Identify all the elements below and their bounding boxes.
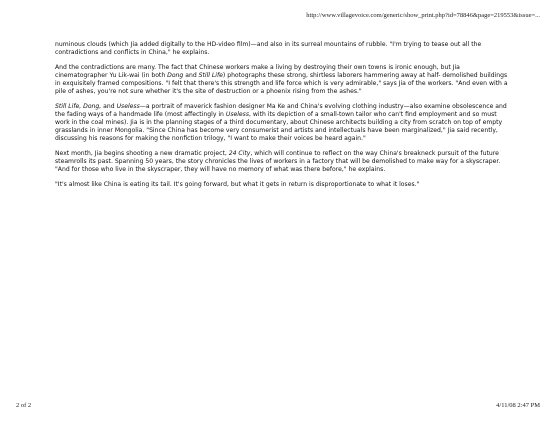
film-titles-still-life-dong: Still Life, Dong, bbox=[55, 103, 102, 110]
paragraph-1-text: numinous clouds (which Jia added digitally to the HD-video film)—and also in its surreal mountains of rubble. "I'm trying to tease out all the contradictions and conflicts in China," he explains. bbox=[55, 41, 482, 56]
paragraph-2-text-c: ) photographs these strong, shirtless laborers hammering away at half- demolished buildings in exquisitely framed compositions. "I felt that there's this strength and life force which is very admirable," says Jia of the workers. "And even with a pile of ashes, you're not sure whether it's the site of destruction or a phoenix rising from the ashes." bbox=[55, 72, 508, 95]
paragraph-4-text-b: , which will continue to reflect on the way China's breakneck pursuit of the future steamrolls its past. Spanning 50 years, the story chronicles the lives of workers in a factory that will be demolished to make way for a skyscraper. "And for those who live in the skyscraper, they will have no memory of what was there before," he explains. bbox=[55, 150, 501, 173]
article-paragraph-2 bbox=[55, 64, 510, 96]
print-header-url: http://www.villagevoice.com/generic/show_print.php?id=78846&page=219553&issue=... bbox=[306, 12, 540, 19]
paragraph-3-text-c: , with its depiction of a small-town tailor who can't find employment and so must work in the coal mines). Jia is in the planning stages of a third documentary, about Chinese architects building a city from scratch on top of empty grasslands in inner Mongolia. "Since China has become very consumerist and artists and intellectuals have been marginalized," Jia said recently, discussing his reasons for making the nonfiction trilogy, "I want to make their voices be heard again." bbox=[55, 111, 503, 142]
paragraph-2-text-a: And the contradictions are many. The fact that Chinese workers make a living by destroying their own towns is ironic enough, but Jia cinematographer Yu Lik-wai (in both bbox=[55, 64, 460, 79]
paragraph-3-text-a: and bbox=[101, 103, 117, 110]
film-title-dong: Dong bbox=[167, 72, 184, 79]
paragraph-2-text-b: and bbox=[183, 72, 199, 79]
article-body bbox=[55, 41, 510, 196]
print-timestamp: 4/11/08 2:47 PM bbox=[496, 402, 540, 409]
article-paragraph-1 bbox=[55, 41, 510, 57]
film-title-useless: Useless bbox=[116, 103, 140, 110]
paragraph-5-text: "It's almost like China is eating its tail. It's going forward, but what it gets in return is disproportionate to what it loses." bbox=[55, 181, 420, 188]
paragraph-4-text-a: Next month, Jia begins shooting a new dramatic project, bbox=[55, 150, 229, 157]
page-number-label: 2 of 2 bbox=[16, 402, 32, 409]
article-paragraph-5 bbox=[55, 181, 510, 189]
film-title-24-city: 24 City bbox=[228, 150, 251, 157]
article-paragraph-3 bbox=[55, 103, 510, 143]
film-title-useless-2: Useless bbox=[225, 111, 250, 118]
article-paragraph-4 bbox=[55, 150, 510, 174]
film-title-still-life: Still Life bbox=[198, 72, 223, 79]
paragraph-3-text-b: —a portrait of maverick fashion designer Ma Ke and China's evolving clothing industry—also examine obsolescence and the fading ways of a handmade life (most affectingly in bbox=[55, 103, 507, 118]
